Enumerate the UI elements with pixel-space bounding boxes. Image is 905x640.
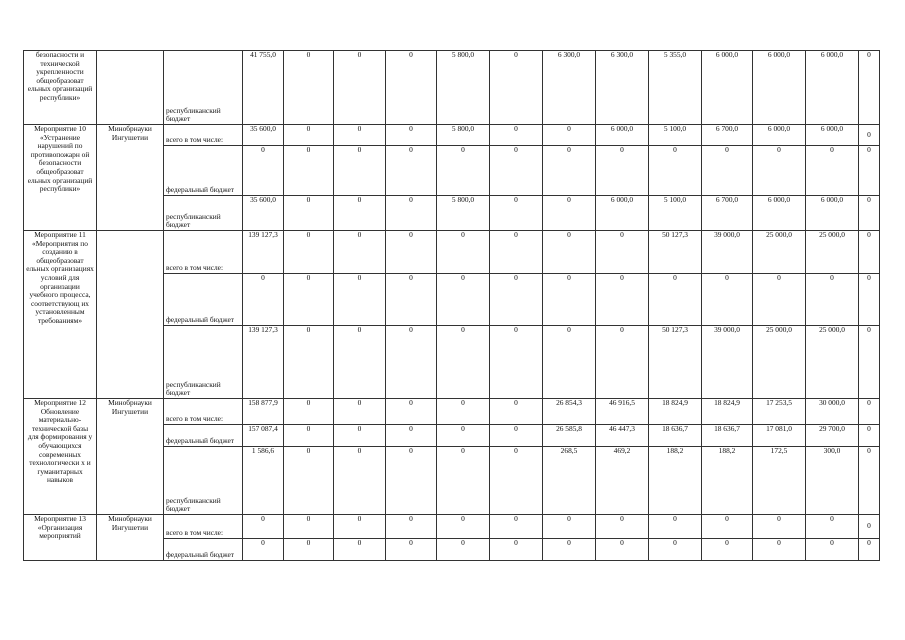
value-cell: 0 (490, 425, 543, 447)
value-cell: 0 (284, 399, 334, 425)
funding-source: всего в том числе: (164, 125, 243, 146)
value-cell: 26 854,3 (543, 399, 596, 425)
measure-name: Мероприятие 13 «Организация мероприятий (24, 515, 97, 561)
value-cell: 30 000,0 (806, 399, 859, 425)
executor-cell (97, 231, 164, 399)
value-cell: 268,5 (543, 447, 596, 515)
value-cell: 0 (543, 231, 596, 274)
measure-name: Мероприятие 10 «Устранение нарушений по противопожарн ой безопасности общеобразоват ельных организаций республики» (24, 125, 97, 231)
funding-source: республиканский бюджет (164, 196, 243, 231)
value-cell: 469,2 (596, 447, 649, 515)
value-cell: 0 (859, 425, 880, 447)
value-cell: 0 (437, 146, 490, 196)
value-cell: 6 000,0 (806, 196, 859, 231)
funding-source: республиканский бюджет (164, 51, 243, 125)
value-cell: 0 (437, 447, 490, 515)
table-row (24, 231, 880, 274)
value-cell: 0 (596, 274, 649, 326)
value-cell: 25 000,0 (806, 326, 859, 399)
value-cell: 18 636,7 (649, 425, 702, 447)
value-cell: 17 081,0 (753, 425, 806, 447)
value-cell: 0 (859, 326, 880, 399)
value-cell: 0 (490, 231, 543, 274)
funding-source: федеральный бюджет (164, 425, 243, 447)
value-cell: 0 (649, 539, 702, 561)
total-cell: 0 (243, 539, 284, 561)
value-cell: 0 (753, 539, 806, 561)
value-cell: 0 (284, 515, 334, 539)
value-cell: 0 (334, 146, 386, 196)
value-cell: 0 (334, 125, 386, 146)
value-cell: 25 000,0 (753, 326, 806, 399)
value-cell: 39 000,0 (702, 231, 753, 274)
value-cell: 5 100,0 (649, 125, 702, 146)
value-cell: 0 (386, 51, 437, 125)
value-cell: 0 (386, 399, 437, 425)
value-cell: 0 (859, 447, 880, 515)
value-cell: 0 (334, 539, 386, 561)
value-cell: 0 (543, 274, 596, 326)
value-cell: 0 (806, 146, 859, 196)
value-cell: 0 (859, 539, 880, 561)
value-cell: 0 (284, 51, 334, 125)
value-cell: 0 (596, 231, 649, 274)
value-cell: 0 (859, 231, 880, 274)
value-cell: 0 (437, 399, 490, 425)
value-cell: 6 700,0 (702, 196, 753, 231)
value-cell: 0 (753, 515, 806, 539)
value-cell: 0 (386, 146, 437, 196)
total-cell: 139 127,3 (243, 326, 284, 399)
value-cell: 0 (284, 231, 334, 274)
value-cell: 6 700,0 (702, 125, 753, 146)
value-cell: 6 000,0 (753, 125, 806, 146)
value-cell: 0 (543, 196, 596, 231)
value-cell: 46 447,3 (596, 425, 649, 447)
value-cell: 0 (702, 146, 753, 196)
value-cell: 0 (859, 274, 880, 326)
value-cell: 5 355,0 (649, 51, 702, 125)
value-cell: 0 (284, 125, 334, 146)
table-row (24, 125, 880, 146)
value-cell: 50 127,3 (649, 231, 702, 274)
value-cell: 5 100,0 (649, 196, 702, 231)
value-cell: 0 (386, 539, 437, 561)
value-cell: 29 700,0 (806, 425, 859, 447)
value-cell: 0 (806, 539, 859, 561)
value-cell: 0 (490, 274, 543, 326)
table-row (24, 51, 880, 125)
value-cell: 0 (859, 51, 880, 125)
total-cell: 139 127,3 (243, 231, 284, 274)
value-cell: 6 000,0 (596, 196, 649, 231)
value-cell: 0 (596, 515, 649, 539)
value-cell: 0 (543, 146, 596, 196)
table-row (24, 399, 880, 425)
measure-name: Мероприятие 12 Обновление материально-технической базы для формирования у обучающихся современных технологически х и гуманитарных навыков (24, 399, 97, 515)
funding-source: федеральный бюджет (164, 274, 243, 326)
value-cell: 0 (386, 274, 437, 326)
value-cell: 46 916,5 (596, 399, 649, 425)
value-cell: 0 (334, 447, 386, 515)
funding-source: всего в том числе: (164, 231, 243, 274)
value-cell: 0 (649, 274, 702, 326)
funding-source: федеральный бюджет (164, 539, 243, 561)
value-cell: 0 (334, 196, 386, 231)
value-cell: 0 (543, 326, 596, 399)
value-cell: 0 (437, 274, 490, 326)
value-cell: 0 (334, 425, 386, 447)
total-cell: 157 087,4 (243, 425, 284, 447)
value-cell: 188,2 (649, 447, 702, 515)
value-cell: 0 (437, 231, 490, 274)
value-cell: 18 824,9 (702, 399, 753, 425)
executor-cell: Минобрнауки Ингушетии (97, 515, 164, 561)
funding-source: всего в том числе: (164, 515, 243, 539)
value-cell: 26 585,8 (543, 425, 596, 447)
value-cell: 0 (490, 399, 543, 425)
value-cell: 0 (859, 515, 880, 539)
total-cell: 41 755,0 (243, 51, 284, 125)
value-cell: 0 (859, 196, 880, 231)
value-cell: 0 (386, 231, 437, 274)
value-cell: 0 (386, 425, 437, 447)
value-cell: 5 800,0 (437, 51, 490, 125)
value-cell: 0 (437, 326, 490, 399)
value-cell: 6 000,0 (596, 125, 649, 146)
value-cell: 188,2 (702, 447, 753, 515)
value-cell: 50 127,3 (649, 326, 702, 399)
budget-table (23, 50, 880, 561)
value-cell: 0 (386, 515, 437, 539)
value-cell: 0 (386, 447, 437, 515)
value-cell: 0 (284, 425, 334, 447)
value-cell: 18 824,9 (649, 399, 702, 425)
value-cell: 17 253,5 (753, 399, 806, 425)
value-cell: 0 (334, 326, 386, 399)
value-cell: 0 (806, 515, 859, 539)
value-cell: 0 (334, 515, 386, 539)
total-cell: 35 600,0 (243, 196, 284, 231)
value-cell: 18 636,7 (702, 425, 753, 447)
value-cell: 6 300,0 (596, 51, 649, 125)
value-cell: 0 (859, 399, 880, 425)
value-cell: 6 000,0 (753, 196, 806, 231)
total-cell: 158 877,9 (243, 399, 284, 425)
value-cell: 0 (596, 539, 649, 561)
value-cell: 6 000,0 (753, 51, 806, 125)
value-cell: 0 (543, 539, 596, 561)
value-cell: 0 (284, 196, 334, 231)
table-row (24, 515, 880, 539)
value-cell: 0 (543, 125, 596, 146)
value-cell: 0 (649, 515, 702, 539)
executor-cell: Минобрнауки Ингушетии (97, 399, 164, 515)
value-cell: 0 (490, 447, 543, 515)
total-cell: 0 (243, 274, 284, 326)
value-cell: 0 (596, 146, 649, 196)
value-cell: 0 (284, 274, 334, 326)
value-cell: 6 000,0 (806, 125, 859, 146)
value-cell: 0 (702, 515, 753, 539)
value-cell: 0 (490, 125, 543, 146)
value-cell: 39 000,0 (702, 326, 753, 399)
value-cell: 0 (702, 539, 753, 561)
value-cell: 0 (859, 125, 880, 146)
value-cell: 0 (334, 399, 386, 425)
measure-name: безопасности и технической укрепленности общеобразоват ельных организаций республики» (24, 51, 97, 125)
value-cell: 0 (490, 146, 543, 196)
total-cell: 0 (243, 146, 284, 196)
value-cell: 300,0 (806, 447, 859, 515)
value-cell: 0 (284, 539, 334, 561)
value-cell: 0 (386, 326, 437, 399)
value-cell: 0 (334, 51, 386, 125)
value-cell: 0 (437, 515, 490, 539)
value-cell: 0 (490, 196, 543, 231)
value-cell: 172,5 (753, 447, 806, 515)
value-cell: 6 300,0 (543, 51, 596, 125)
value-cell: 0 (284, 447, 334, 515)
funding-source: республиканский бюджет (164, 326, 243, 399)
value-cell: 0 (490, 51, 543, 125)
value-cell: 0 (334, 274, 386, 326)
value-cell: 0 (490, 539, 543, 561)
value-cell: 5 800,0 (437, 196, 490, 231)
funding-source: федеральный бюджет (164, 146, 243, 196)
value-cell: 0 (284, 326, 334, 399)
measure-name: Мероприятие 11 «Мероприятия по созданию в общеобразоват ельных организациях условий для организации учебного процесса, соответствующ их установленным требованиям» (24, 231, 97, 399)
total-cell: 0 (243, 515, 284, 539)
value-cell: 0 (702, 274, 753, 326)
funding-source: всего в том числе: (164, 399, 243, 425)
value-cell: 25 000,0 (806, 231, 859, 274)
value-cell: 5 800,0 (437, 125, 490, 146)
value-cell: 0 (543, 515, 596, 539)
value-cell: 0 (334, 231, 386, 274)
value-cell: 0 (649, 146, 702, 196)
value-cell: 0 (386, 196, 437, 231)
value-cell: 0 (437, 425, 490, 447)
value-cell: 6 000,0 (702, 51, 753, 125)
total-cell: 1 586,6 (243, 447, 284, 515)
funding-source: республиканский бюджет (164, 447, 243, 515)
value-cell: 0 (437, 539, 490, 561)
value-cell: 0 (753, 146, 806, 196)
value-cell: 0 (806, 274, 859, 326)
value-cell: 0 (490, 515, 543, 539)
value-cell: 6 000,0 (806, 51, 859, 125)
value-cell: 25 000,0 (753, 231, 806, 274)
value-cell: 0 (284, 146, 334, 196)
value-cell: 0 (596, 326, 649, 399)
total-cell: 35 600,0 (243, 125, 284, 146)
executor-cell: Минобрнауки Ингушетии (97, 125, 164, 231)
value-cell: 0 (490, 326, 543, 399)
value-cell: 0 (859, 146, 880, 196)
executor-cell (97, 51, 164, 125)
value-cell: 0 (753, 274, 806, 326)
value-cell: 0 (386, 125, 437, 146)
